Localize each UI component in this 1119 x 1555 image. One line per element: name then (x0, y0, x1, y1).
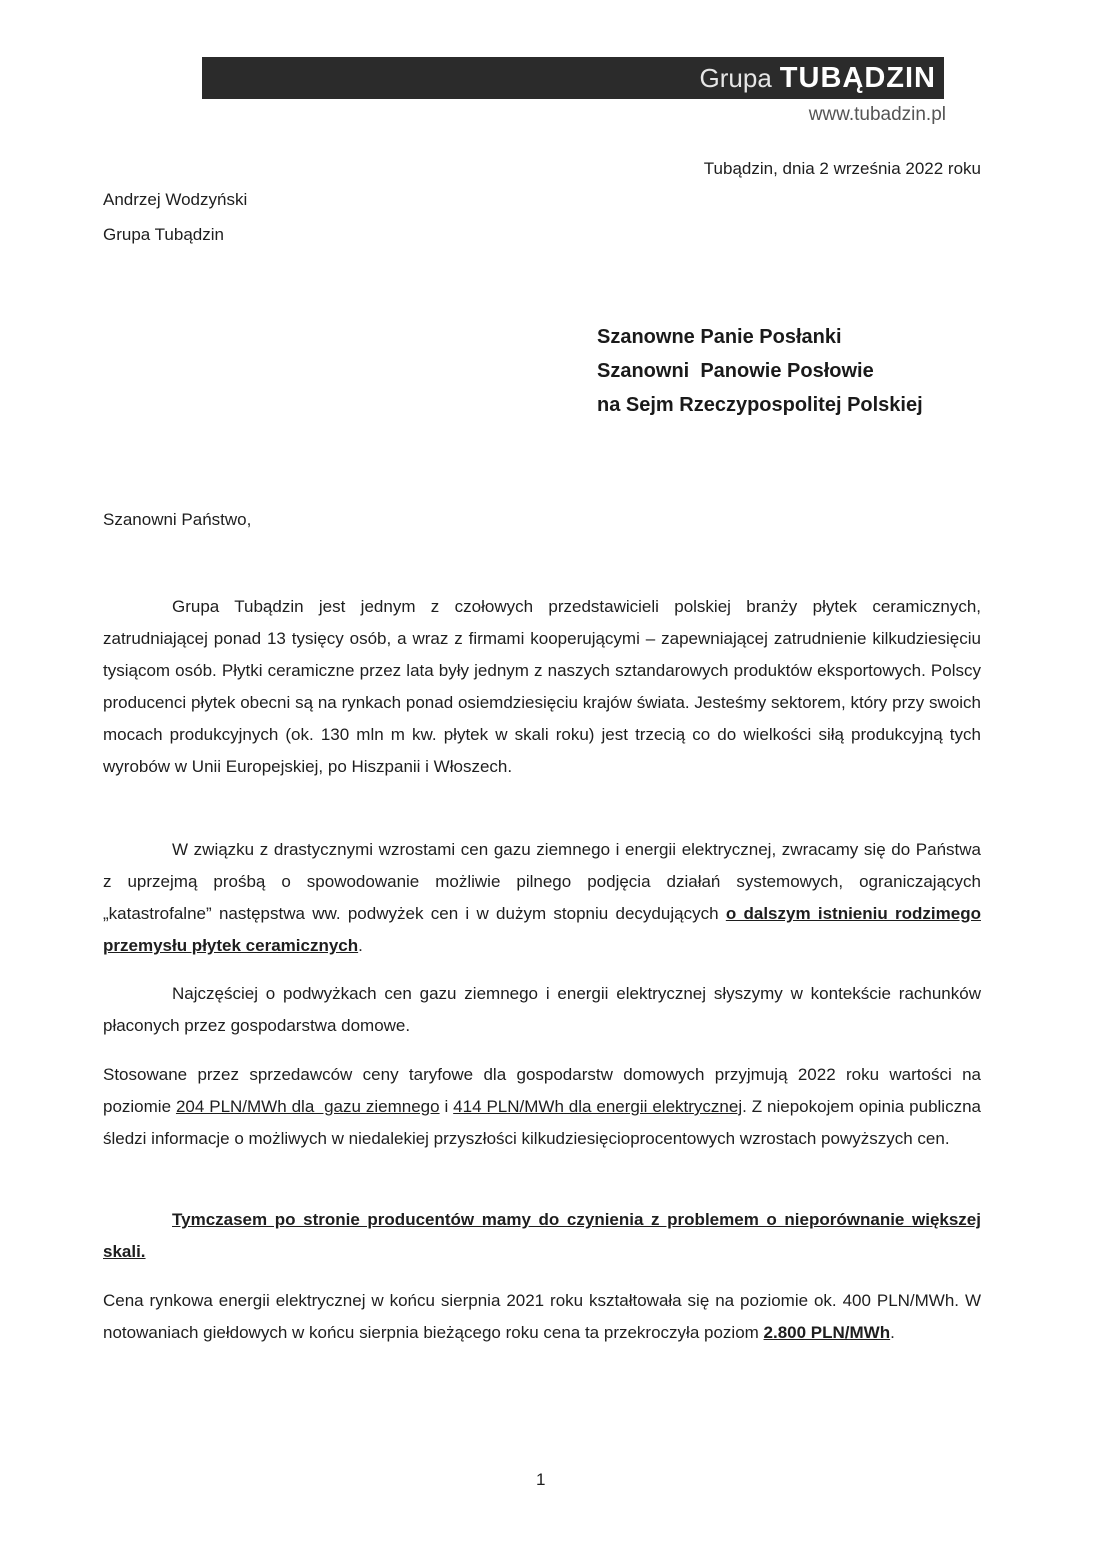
logo-name: TUBĄDZIN (779, 62, 936, 94)
sender-block (103, 182, 247, 252)
paragraph-2-text: W związku z drastycznymi wzrostami cen gazu ziemnego i energii elektrycznej, zwracamy się do Państwa z uprzejmą prośbą o spowodowanie możliwie pilnego podjęcia działań systemowych, ograniczających „katastrofalne” następstwa ww. podwyżek cen i w dużym stopniu decydujących (103, 840, 981, 923)
paragraph-4 (103, 1059, 981, 1155)
recipient-block (597, 320, 923, 422)
company-logo (700, 59, 936, 97)
company-website: www.tubadzin.pl (808, 104, 946, 125)
gas-price-value: 204 PLN/MWh dla gazu ziemnego (175, 1097, 440, 1116)
letter-date: Tubądzin, dnia 2 września 2022 roku (703, 159, 981, 178)
paragraph-4-end: . Z niepokojem opinia publiczna śledzi informacje o możliwych w niedalekiej przyszłości kilkudziesięcioprocentowych wzrostach powyższych cen. (103, 1097, 981, 1148)
paragraph-6-text: Cena rynkowa energii elektrycznej w końcu sierpnia 2021 roku kształtowała się na poziomie ok. 400 PLN/MWh. W notowaniach giełdowych w końcu sierpnia bieżącego roku cena ta przekroczyła poziom (103, 1291, 981, 1342)
recipient-line-2: Szanowni Panowie Posłowie (597, 360, 874, 382)
paragraph-2-emphasis: o dalszym istnieniu rodzimego przemysłu płytek ceramicznych (103, 904, 981, 955)
logo-prefix: Grupa (699, 63, 772, 93)
paragraph-6-end: . (890, 1323, 895, 1342)
electricity-price-value: 414 PLN/MWh dla energii elektrycznej (453, 1097, 743, 1116)
recipient-line-3: na Sejm Rzeczypospolitej Polskiej (597, 394, 923, 416)
paragraph-4-and: i (439, 1097, 454, 1116)
page-number: 1 (536, 1470, 546, 1489)
sender-name: Andrzej Wodzyński (103, 190, 248, 209)
sender-company: Grupa Tubądzin (103, 225, 224, 244)
recipient-line-1: Szanowne Panie Posłanki (597, 326, 842, 348)
letterhead-bar (202, 57, 944, 99)
paragraph-6 (103, 1285, 981, 1349)
market-price-value: 2.800 PLN/MWh (763, 1323, 891, 1342)
paragraph-2-end: . (358, 936, 363, 955)
salutation: Szanowni Państwo, (103, 510, 252, 529)
paragraph-3: Najczęściej o podwyżkach cen gazu ziemnego i energii elektrycznej słyszymy w kontekście rachunków płaconych przez gospodarstwa domowe. (103, 984, 981, 1035)
paragraph-2 (103, 834, 981, 962)
paragraph-4-text: Stosowane przez sprzedawców ceny taryfowe dla gospodarstw domowych przyjmują 2022 roku wartości na poziomie (103, 1065, 981, 1116)
paragraph-5-emphasis: Tymczasem po stronie producentów mamy do czynienia z problemem o nieporównanie większej skali. (103, 1210, 981, 1261)
paragraph-1: Grupa Tubądzin jest jednym z czołowych przedstawicieli polskiej branży płytek ceramicznych, zatrudniającej ponad 13 tysięcy osób, a wraz z firmami kooperującymi – zapewniającej zatrudnienie kilkudziesięciu tysiącom osób. Płytki ceramiczne przez lata były jednym z naszych sztandarowych produktów eksportowych. Polscy producenci płytek obecni są na rynkach ponad osiemdziesięciu krajów świata. Jesteśmy sektorem, który przy swoich mocach produkcyjnych (ok. 130 mln m kw. płytek w skali roku) jest trzecią co do wielkości siłą produkcyjną tych wyrobów w Unii Europejskiej, po Hiszpanii i Włoszech. (103, 597, 981, 776)
